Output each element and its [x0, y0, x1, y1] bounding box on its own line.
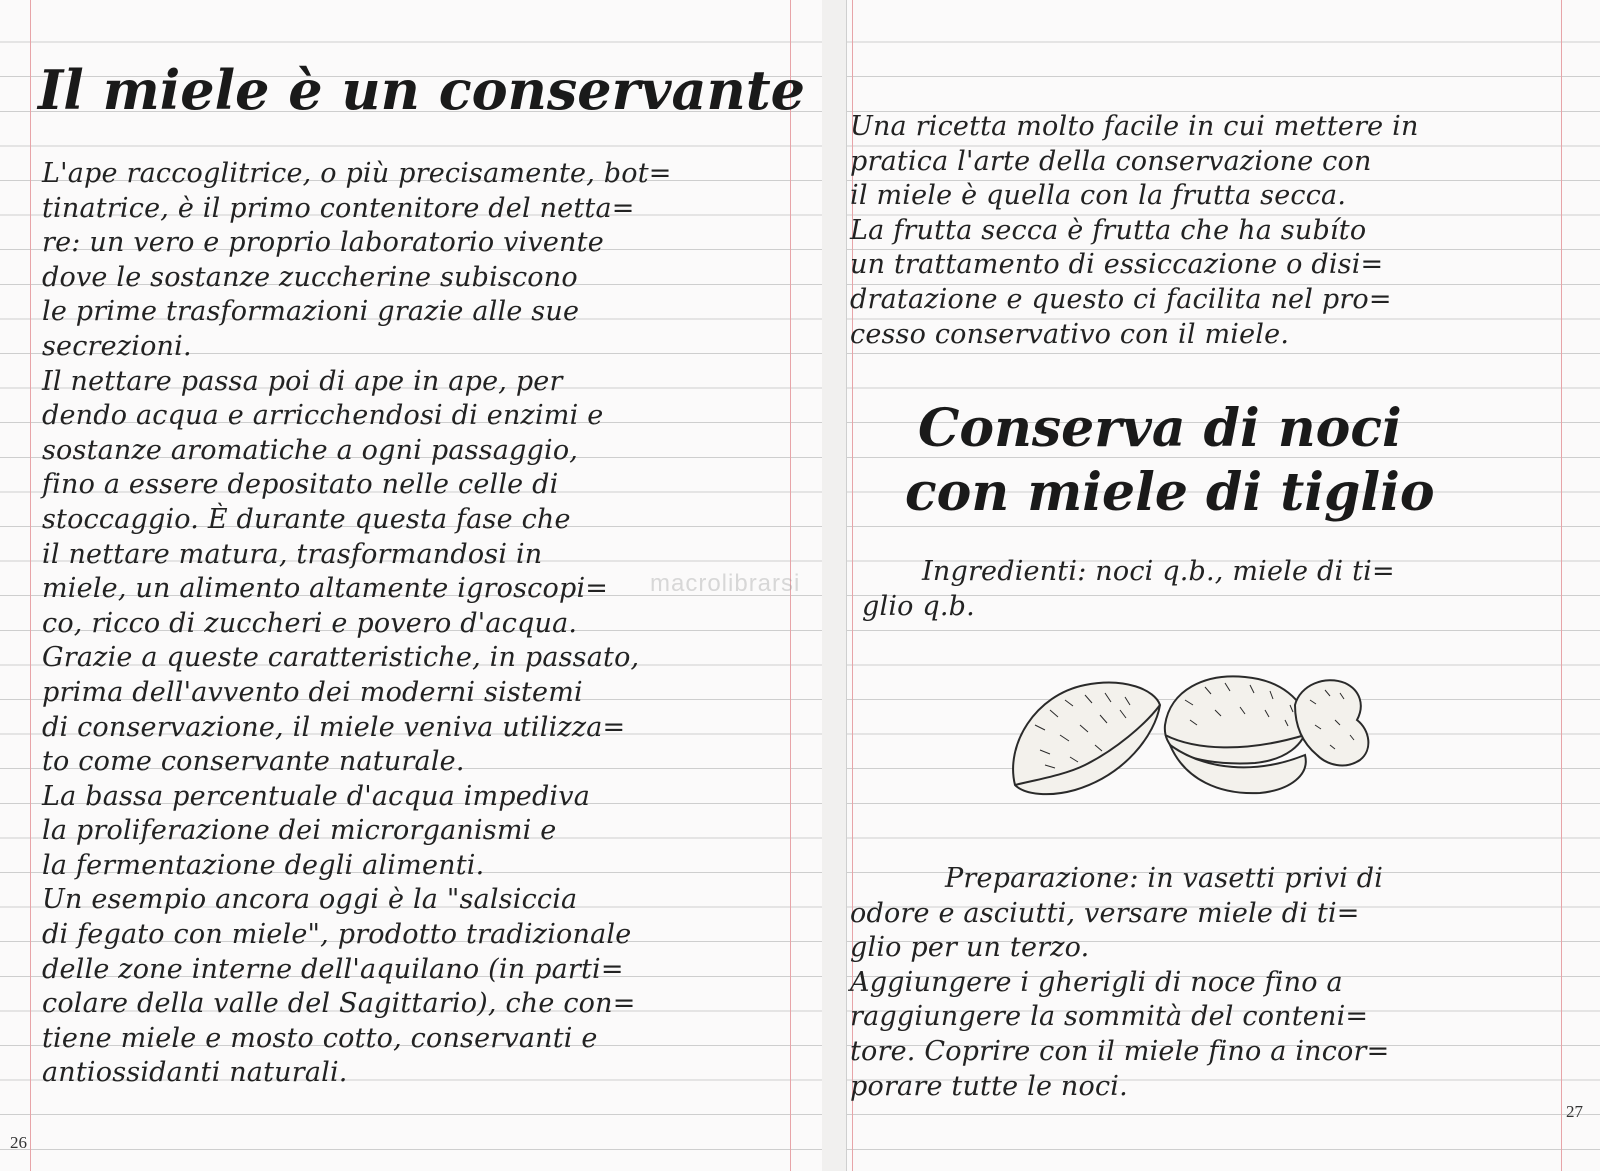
text-line: La bassa percentuale d'acqua impediva	[42, 780, 591, 812]
text-line: un trattamento di essiccazione o disi=	[850, 249, 1384, 281]
text-line: il miele è quella con la frutta secca.	[850, 180, 1347, 212]
text-line: co, ricco di zuccheri e povero d'acqua.	[42, 607, 578, 639]
text-line: Preparazione: in vasetti privi di	[945, 863, 1384, 894]
text-line: Grazie a queste caratteristiche, in passato,	[42, 642, 640, 674]
text-line: prima dell'avvento dei moderni sistemi	[42, 676, 583, 708]
text-line: Ingredienti: noci q.b., miele di ti=	[922, 556, 1395, 587]
text-line: odore e asciutti, versare miele di ti=	[850, 897, 1360, 929]
text-line: pratica l'arte della conservazione con	[850, 145, 1372, 177]
text-line: sostanze aromatiche a ogni passaggio,	[42, 434, 579, 466]
text-line: le prime trasformazioni grazie alle sue	[42, 296, 580, 328]
text-line: dratazione e questo ci facilita nel pro=	[850, 283, 1392, 315]
text-line: di conservazione, il miele veniva utilizza=	[42, 711, 626, 743]
walnuts-illustration	[1005, 665, 1485, 825]
text-line: porare tutte le noci.	[850, 1070, 1128, 1102]
left-page-title: Il miele è un conservante	[38, 58, 806, 122]
book-gutter	[822, 0, 846, 1171]
watermark: macrolibrarsi	[650, 570, 801, 597]
recipe-title-line-2: con miele di tiglio	[905, 462, 1435, 523]
text-line: stoccaggio. È durante questa fase che	[42, 503, 571, 535]
text-line: secrezioni.	[42, 330, 192, 362]
text-line: dove le sostanze zuccherine subiscono	[42, 261, 578, 293]
preparation	[850, 862, 1389, 1104]
text-line: la proliferazione dei microrganismi e	[42, 815, 557, 847]
text-line: tiene miele e mosto cotto, conservanti e	[42, 1022, 598, 1054]
text-line: delle zone interne dell'aquilano (in parti=	[42, 953, 624, 985]
text-line: tinatrice, è il primo contenitore del netta=	[42, 192, 635, 224]
text-line: tore. Coprire con il miele fino a incor=	[850, 1035, 1390, 1067]
text-line: Una ricetta molto facile in cui mettere in	[850, 111, 1419, 142]
text-line: re: un vero e proprio laboratorio vivente	[42, 227, 604, 259]
ingredients	[862, 555, 1395, 624]
text-line: glio per un terzo.	[850, 932, 1090, 964]
text-line: colare della valle del Sagittario), che con=	[42, 988, 636, 1020]
recipe-title-line-1: Conserva di noci	[918, 398, 1402, 459]
page-number-right: 27	[1566, 1102, 1583, 1121]
text-line: La frutta secca è frutta che ha subíto	[850, 214, 1367, 246]
text-line: di fegato con miele", prodotto tradizionale	[42, 919, 632, 951]
text-line: Il nettare passa poi di ape in ape, per	[42, 365, 563, 397]
text-line: dendo acqua e arricchendosi di enzimi e	[42, 400, 604, 432]
text-line: to come conservante naturale.	[42, 746, 465, 778]
text-line: fino a essere depositato nelle celle di	[42, 469, 559, 501]
text-line: cesso conservativo con il miele.	[850, 318, 1290, 350]
text-line: il nettare matura, trasformandosi in	[42, 538, 543, 570]
text-line: antiossidanti naturali.	[42, 1057, 348, 1089]
text-line: glio q.b.	[862, 590, 975, 622]
left-page-body	[42, 157, 672, 1091]
text-line: la fermentazione degli alimenti.	[42, 849, 485, 881]
text-line: Aggiungere i gherigli di noce fino a	[850, 966, 1343, 998]
text-line: Un esempio ancora oggi è la "salsiccia	[42, 884, 578, 916]
page-number-left: 26	[10, 1133, 27, 1152]
right-page-intro	[850, 110, 1419, 352]
right-margin-line	[1561, 0, 1562, 1171]
text-line: miele, un alimento altamente igroscopi=	[42, 573, 609, 605]
text-line: L'ape raccoglitrice, o più precisamente, bot=	[42, 158, 672, 189]
text-line: raggiungere la sommità del conteni=	[850, 1001, 1369, 1033]
left-margin-line	[30, 0, 31, 1171]
